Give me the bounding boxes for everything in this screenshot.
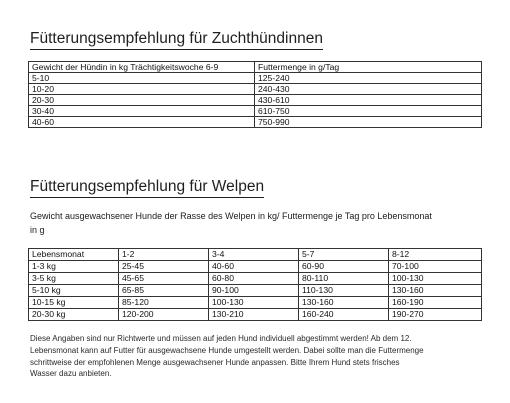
table-header-row <box>29 249 482 261</box>
table-header-row <box>29 62 482 73</box>
header-cell: Lebensmonat <box>29 249 119 261</box>
header-cell: 8-12 <box>389 249 482 261</box>
table-cell: 160-190 <box>389 297 482 309</box>
table-cell: 60-80 <box>209 273 299 285</box>
table-cell: 130-160 <box>299 297 389 309</box>
table-description <box>30 209 480 237</box>
table-cell: 85-120 <box>119 297 209 309</box>
footnote <box>30 333 480 380</box>
header-cell: 5-7 <box>299 249 389 261</box>
header-cell: 1-2 <box>119 249 209 261</box>
table-cell: 45-65 <box>119 273 209 285</box>
table-cell: 130-160 <box>389 285 482 297</box>
table-cell: 5-10 kg <box>29 285 119 297</box>
heading-welpen: Fütterungsempfehlung für Welpen <box>30 178 264 198</box>
table-cell: 10-15 kg <box>29 297 119 309</box>
table-cell: 120-200 <box>119 309 209 321</box>
table-cell: 750-990 <box>255 117 482 128</box>
table-cell: 130-210 <box>209 309 299 321</box>
table-cell: 610-750 <box>255 106 482 117</box>
footnote-line: Lebensmonat kann auf Futter für ausgewachsene Hunde umgestellt werden. Dabei sollte man die Futtermenge <box>30 345 424 355</box>
footnote-line: schrittweise der empfohlenen Menge ausgewachsener Hunde anpassen. Bitte Ihrem Hund stets frisches <box>30 357 400 367</box>
table-cell: 1-3 kg <box>29 261 119 273</box>
table-cell: 70-100 <box>389 261 482 273</box>
footnote-line: Diese Angaben sind nur Richtwerte und müssen auf jeden Hund individuell abgestimmt werden! Ab dem 12. <box>30 334 412 343</box>
table-row <box>29 273 482 285</box>
table-row <box>29 73 482 84</box>
heading-zuchthuendinnen: Fütterungsempfehlung für Zuchthündinnen <box>30 30 323 50</box>
description-line: Gewicht ausgewachsener Hunde der Rasse des Welpen in kg/ Futtermenge je Tag pro Lebensmonat <box>30 211 432 221</box>
table-cell: 30-40 <box>29 106 255 117</box>
table-row <box>29 95 482 106</box>
table-cell: 80-110 <box>299 273 389 285</box>
table-cell: 25-45 <box>119 261 209 273</box>
table-cell: 10-20 <box>29 84 255 95</box>
table-row <box>29 261 482 273</box>
footnote-line: Wasser dazu anbieten. <box>30 369 112 379</box>
table-cell: 100-130 <box>209 297 299 309</box>
table-cell: 60-90 <box>299 261 389 273</box>
table-zuchthuendinnen <box>28 61 482 128</box>
table-cell: 125-240 <box>255 73 482 84</box>
table-cell: 20-30 kg <box>29 309 119 321</box>
table-cell: 100-130 <box>389 273 482 285</box>
table-row <box>29 106 482 117</box>
table-row <box>29 285 482 297</box>
table-cell: 430-610 <box>255 95 482 106</box>
table-row <box>29 84 482 95</box>
table-cell: 65-85 <box>119 285 209 297</box>
table-cell: 20-30 <box>29 95 255 106</box>
header-cell-amount: Futtermenge in g/Tag <box>255 62 482 73</box>
table-cell: 240-430 <box>255 84 482 95</box>
header-cell-weight: Gewicht der Hündin in kg Trächtigkeitswoche 6-9 <box>29 62 255 73</box>
table-cell: 160-240 <box>299 309 389 321</box>
table-cell: 40-60 <box>209 261 299 273</box>
table-row <box>29 297 482 309</box>
table-row <box>29 309 482 321</box>
table-cell: 90-100 <box>209 285 299 297</box>
table-cell: 110-130 <box>299 285 389 297</box>
table-cell: 3-5 kg <box>29 273 119 285</box>
table-cell: 5-10 <box>29 73 255 84</box>
table-cell: 190-270 <box>389 309 482 321</box>
header-cell: 3-4 <box>209 249 299 261</box>
description-line: in g <box>30 225 45 235</box>
table-cell: 40-60 <box>29 117 255 128</box>
table-welpen <box>28 248 482 321</box>
table-row <box>29 117 482 128</box>
